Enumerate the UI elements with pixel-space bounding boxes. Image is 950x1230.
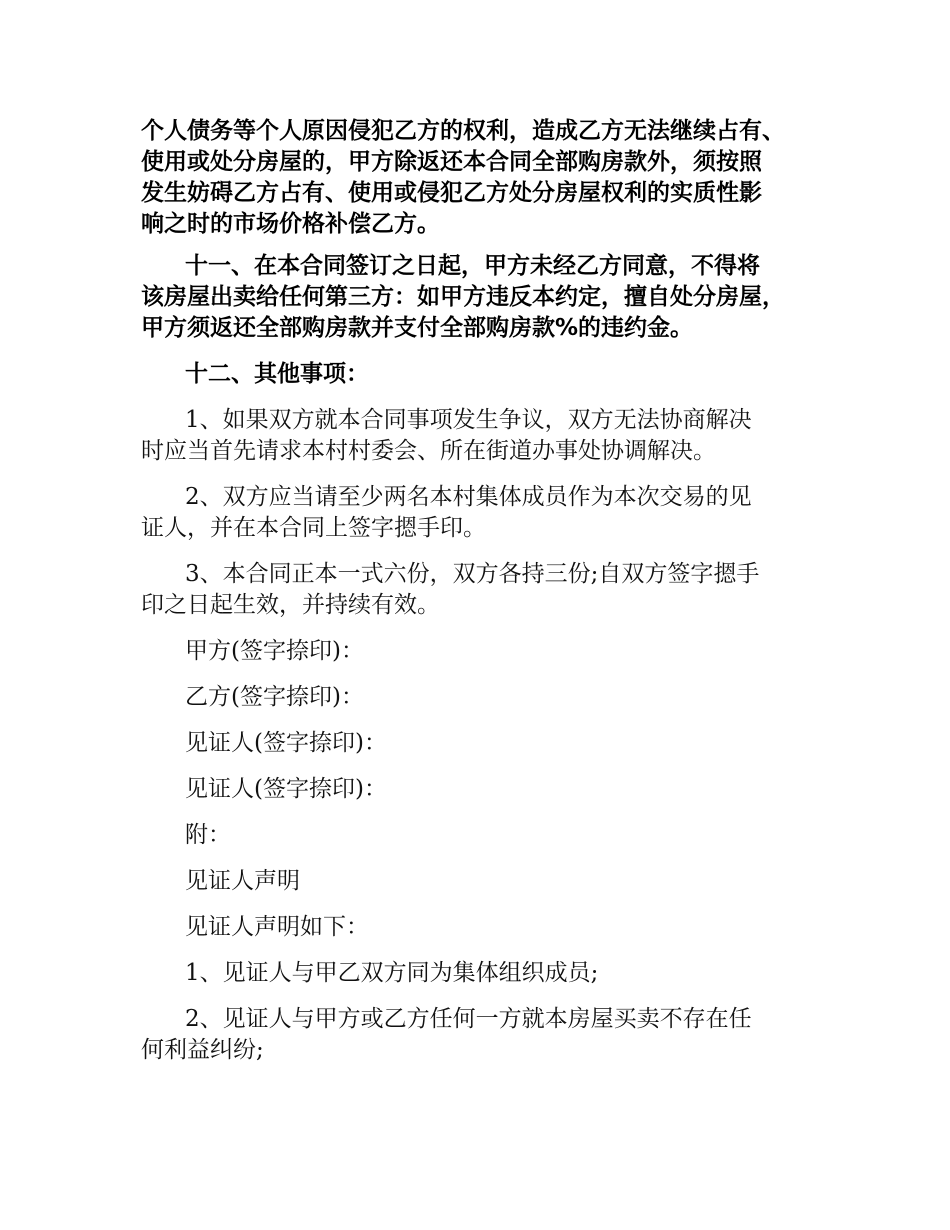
party-a-signature bbox=[141, 636, 831, 667]
witness-signature-2 bbox=[141, 774, 831, 805]
paragraph-line: 响之时的市场价格补偿乙方。 bbox=[141, 211, 440, 237]
paragraph-continued bbox=[141, 116, 831, 240]
appendix-label bbox=[141, 820, 831, 851]
clause-11 bbox=[141, 251, 831, 344]
clause-heading: 十二、其他事项： bbox=[185, 361, 369, 387]
paragraph-line: 使用或处分房屋的，甲方除返还本合同全部购房款外，须按照 bbox=[141, 149, 762, 175]
witness-statement-title bbox=[141, 866, 831, 897]
item-line: 1、如果双方就本合同事项发生争议，双方无法协商解决 bbox=[185, 407, 752, 433]
item-1 bbox=[141, 405, 831, 467]
item-3 bbox=[141, 559, 831, 621]
statement-line: 何利益纠纷; bbox=[141, 1037, 264, 1063]
signature-line: 见证人(签字捺印)： bbox=[185, 730, 387, 756]
statement-2 bbox=[141, 1004, 831, 1066]
witness-signature-1 bbox=[141, 728, 831, 759]
paragraph-line: 发生妨碍乙方占有、使用或侵犯乙方处分房屋权利的实质性影 bbox=[141, 180, 762, 206]
item-2 bbox=[141, 482, 831, 544]
clause-line: 十一、在本合同签订之日起，甲方未经乙方同意，不得将 bbox=[185, 253, 760, 279]
party-b-signature bbox=[141, 682, 831, 713]
clause-line: 甲方须返还全部购房款并支付全部购房款%的违约金。 bbox=[141, 315, 694, 341]
statement-intro-line: 见证人声明如下： bbox=[185, 914, 369, 940]
statement-line: 2、见证人与甲方或乙方任何一方就本房屋买卖不存在任 bbox=[185, 1006, 752, 1032]
statement-line: 1、见证人与甲乙双方同为集体组织成员; bbox=[185, 960, 599, 986]
witness-statement-intro bbox=[141, 912, 831, 943]
signature-line: 乙方(签字捺印)： bbox=[185, 684, 364, 710]
signature-line: 甲方(签字捺印)： bbox=[185, 638, 364, 664]
item-line: 印之日起生效，并持续有效。 bbox=[141, 592, 440, 618]
signature-line: 见证人(签字捺印)： bbox=[185, 776, 387, 802]
item-line: 3、本合同正本一式六份，双方各持三份;自双方签字摁手 bbox=[185, 561, 760, 587]
appendix-line: 附： bbox=[185, 822, 231, 848]
clause-line: 该房屋出卖给任何第三方：如甲方违反本约定，擅自处分房屋， bbox=[141, 284, 785, 310]
item-line: 证人，并在本合同上签字摁手印。 bbox=[141, 515, 486, 541]
item-line: 时应当首先请求本村村委会、所在街道办事处协调解决。 bbox=[141, 438, 716, 464]
item-line: 2、双方应当请至少两名本村集体成员作为本次交易的见 bbox=[185, 484, 752, 510]
clause-12-heading bbox=[141, 359, 831, 390]
paragraph-line: 个人债务等个人原因侵犯乙方的权利，造成乙方无法继续占有、 bbox=[141, 118, 785, 144]
statement-1 bbox=[141, 958, 831, 989]
statement-title-line: 见证人声明 bbox=[185, 868, 300, 894]
